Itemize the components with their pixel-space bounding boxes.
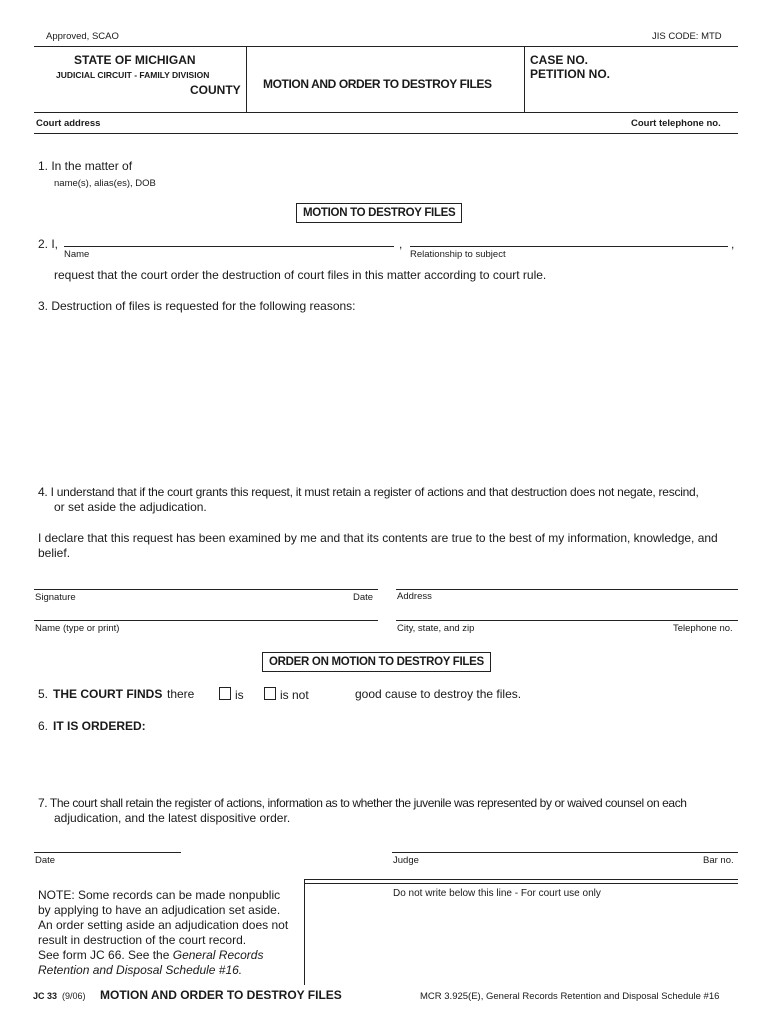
- item2-prefix: 2. I,: [38, 237, 59, 251]
- item4-line2: or set aside the adjudication.: [54, 500, 207, 514]
- note-line-5: See form JC 66. See the General Records: [38, 948, 264, 962]
- header-divider-1: [246, 46, 247, 112]
- footer-rev: (9/06): [62, 991, 86, 1001]
- name-print-field[interactable]: [34, 620, 378, 621]
- approved-label: Approved, SCAO: [46, 31, 119, 42]
- note-line-3: An order setting aside an adjudication does not: [38, 918, 289, 932]
- address-label: Address: [397, 591, 432, 602]
- footer-reference: MCR 3.925(E), General Records Retention and Disposal Schedule #16: [420, 991, 720, 1002]
- court-use-rule-1: [304, 879, 738, 880]
- it-is-ordered-label: IT IS ORDERED:: [53, 719, 146, 733]
- form-title: MOTION AND ORDER TO DESTROY FILES: [263, 77, 492, 91]
- header-bottom-rule: [34, 112, 738, 113]
- county-label: COUNTY: [190, 83, 241, 97]
- is-option[interactable]: [219, 687, 244, 702]
- judge-field[interactable]: [392, 852, 738, 853]
- bar-no-label: Bar no.: [703, 855, 734, 866]
- order-date-field[interactable]: [34, 852, 181, 853]
- note-block: [38, 888, 300, 978]
- court-address-label: Court address: [36, 118, 101, 129]
- court-use-label: Do not write below this line - For court use only: [393, 888, 601, 899]
- is-not-option[interactable]: [264, 687, 309, 702]
- jis-code: JIS CODE: MTD: [652, 31, 722, 42]
- header-divider-2: [524, 46, 525, 112]
- header-top-rule: [34, 46, 738, 47]
- court-telephone-label: Court telephone no.: [631, 118, 721, 129]
- item2-comma1: ,: [399, 237, 403, 251]
- order-heading: ORDER ON MOTION TO DESTROY FILES: [262, 652, 491, 672]
- order-field[interactable]: [54, 738, 734, 788]
- signature-field[interactable]: [34, 589, 378, 590]
- relationship-field[interactable]: [410, 246, 728, 247]
- court-use-rule-2: [304, 883, 738, 884]
- case-no-label: CASE NO.: [530, 53, 589, 67]
- reasons-field[interactable]: [54, 318, 734, 478]
- item7-line1: 7. The court shall retain the register of actions, information as to whether the juvenile was represented by or waived counsel on each: [38, 796, 687, 810]
- matter-label: 1. In the matter of: [38, 159, 133, 173]
- city-field[interactable]: [396, 620, 738, 621]
- item2-comma2: ,: [731, 237, 735, 251]
- signature-date-label: Date: [353, 592, 374, 603]
- name-print-label: Name (type or print): [35, 623, 120, 634]
- relationship-label: Relationship to subject: [410, 249, 506, 260]
- judge-label: Judge: [393, 855, 419, 866]
- note-schedule-italic: General Records: [172, 948, 264, 962]
- item3-text: 3. Destruction of files is requested for the following reasons:: [38, 299, 356, 313]
- address-field[interactable]: [396, 589, 738, 590]
- item4-line1: 4. I understand that if the court grants this request, it must retain a register of actions and that destruction does not negate, rescind,: [38, 485, 699, 499]
- item7-line2: adjudication, and the latest dispositive order.: [54, 811, 291, 825]
- note-line-6: Retention and Disposal Schedule #16.: [38, 963, 243, 977]
- motion-heading: MOTION TO DESTROY FILES: [296, 203, 462, 223]
- is-label: is: [235, 688, 244, 702]
- city-label: City, state, and zip: [397, 623, 475, 634]
- note-line-4: result in destruction of the court record.: [38, 933, 247, 947]
- state-label: STATE OF MICHIGAN: [74, 53, 196, 67]
- petition-no-label: PETITION NO.: [530, 67, 611, 81]
- request-text: request that the court order the destruction of court files in this matter according to court rule.: [54, 268, 547, 282]
- footer-form-id: JC 33: [33, 991, 58, 1001]
- there-label: there: [167, 687, 195, 701]
- note-line-1: NOTE: Some records can be made nonpublic: [38, 888, 281, 902]
- signature-label: Signature: [35, 592, 76, 603]
- order-date-label: Date: [35, 855, 56, 866]
- telephone-label: Telephone no.: [673, 623, 733, 634]
- note-line-2: by applying to have an adjudication set aside.: [38, 903, 281, 917]
- is-not-label: is not: [280, 688, 309, 702]
- good-cause-text: good cause to destroy the files.: [355, 687, 522, 701]
- court-finds-label: THE COURT FINDS: [53, 687, 163, 701]
- is-not-checkbox[interactable]: [264, 687, 276, 700]
- declaration-line2: belief.: [38, 546, 71, 560]
- item6-num: 6.: [38, 719, 49, 733]
- court-use-left-rule: [304, 879, 305, 985]
- name-field[interactable]: [64, 246, 394, 247]
- footer-form-id-wrap: [33, 991, 86, 1001]
- is-checkbox[interactable]: [219, 687, 231, 700]
- footer-title: MOTION AND ORDER TO DESTROY FILES: [100, 988, 342, 1002]
- court-type-label: JUDICIAL CIRCUIT - FAMILY DIVISION: [56, 70, 210, 80]
- address-rule: [34, 133, 738, 134]
- declaration-line1: I declare that this request has been examined by me and that its contents are true to the best of my information, knowledge, and: [38, 531, 718, 545]
- item5-num: 5.: [38, 687, 49, 701]
- name-label: Name: [64, 249, 90, 260]
- matter-sub-label: name(s), alias(es), DOB: [54, 178, 156, 189]
